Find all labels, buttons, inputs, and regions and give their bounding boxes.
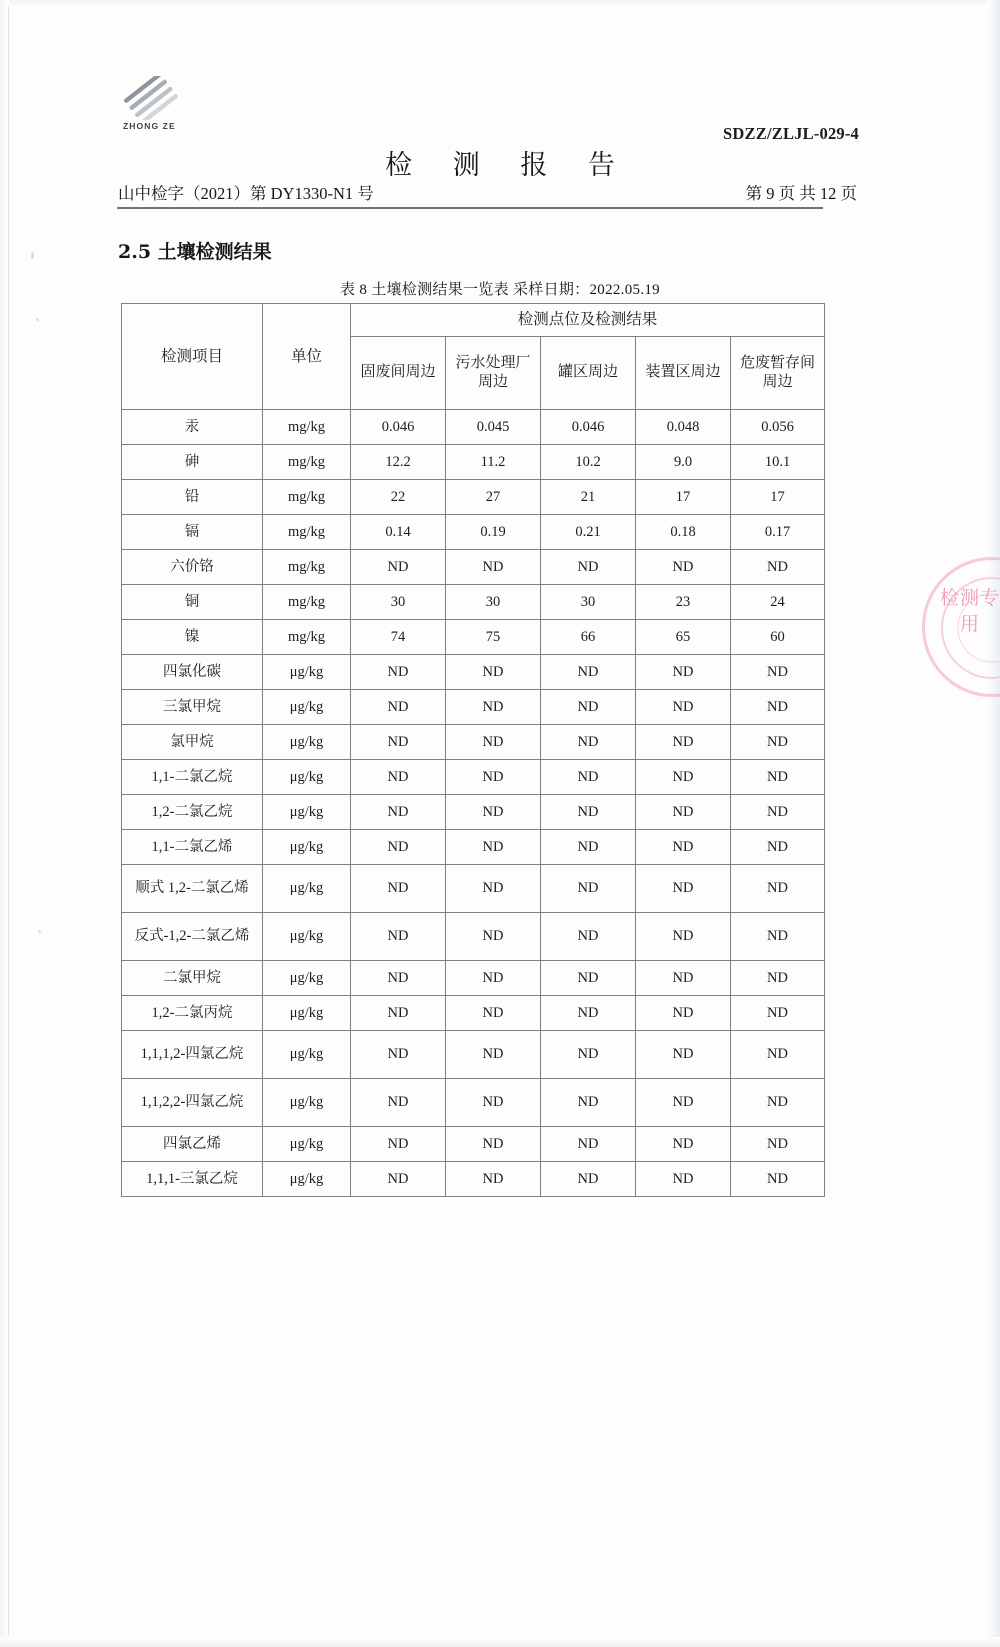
cell-item: 汞 bbox=[122, 410, 263, 445]
cell-value: ND bbox=[636, 1127, 731, 1162]
table-row bbox=[122, 1079, 825, 1127]
cell-value: ND bbox=[731, 830, 825, 865]
cell-value: 0.14 bbox=[351, 515, 446, 550]
page-edge-right bbox=[986, 0, 1000, 1647]
table-row bbox=[122, 795, 825, 830]
zhongze-logo bbox=[120, 76, 190, 138]
table-row bbox=[122, 760, 825, 795]
cell-value: 11.2 bbox=[446, 445, 541, 480]
cell-unit: mg/kg bbox=[263, 410, 351, 445]
header-point-1: 污水处理厂周边 bbox=[446, 337, 541, 410]
header-item: 检测项目 bbox=[122, 304, 263, 410]
cell-value: ND bbox=[636, 795, 731, 830]
table-row bbox=[122, 1031, 825, 1079]
logo-stripes-icon bbox=[124, 76, 180, 120]
cell-value: ND bbox=[541, 830, 636, 865]
table-row bbox=[122, 913, 825, 961]
cell-unit: mg/kg bbox=[263, 480, 351, 515]
cell-value: 65 bbox=[636, 620, 731, 655]
table-row bbox=[122, 865, 825, 913]
section-title: 2.5 土壤检测结果 bbox=[118, 241, 272, 263]
cell-item: 二氯甲烷 bbox=[122, 961, 263, 996]
cell-value: ND bbox=[636, 655, 731, 690]
cell-value: ND bbox=[351, 690, 446, 725]
cell-unit: μg/kg bbox=[263, 760, 351, 795]
logo-wordmark: ZHONG ZE bbox=[123, 121, 176, 131]
cell-value: ND bbox=[541, 1162, 636, 1197]
cell-value: ND bbox=[541, 865, 636, 913]
cell-value: ND bbox=[351, 1127, 446, 1162]
cell-item: 氯甲烷 bbox=[122, 725, 263, 760]
cell-value: ND bbox=[731, 795, 825, 830]
cell-unit: μg/kg bbox=[263, 913, 351, 961]
cell-value: ND bbox=[541, 1127, 636, 1162]
cell-value: ND bbox=[636, 1079, 731, 1127]
table-row bbox=[122, 550, 825, 585]
cell-item: 1,1,1,2-四氯乙烷 bbox=[122, 1031, 263, 1079]
cell-value: ND bbox=[351, 795, 446, 830]
cell-value: ND bbox=[731, 961, 825, 996]
cell-value: ND bbox=[636, 1162, 731, 1197]
cell-value: ND bbox=[351, 865, 446, 913]
cell-value: ND bbox=[731, 550, 825, 585]
cell-value: ND bbox=[731, 690, 825, 725]
cell-item: 1,1,2,2-四氯乙烷 bbox=[122, 1079, 263, 1127]
cell-unit: μg/kg bbox=[263, 961, 351, 996]
table-body bbox=[122, 410, 825, 1197]
cell-item: 六价铬 bbox=[122, 550, 263, 585]
cell-value: ND bbox=[446, 1162, 541, 1197]
cell-value: ND bbox=[636, 961, 731, 996]
cell-value: 30 bbox=[446, 585, 541, 620]
table-row bbox=[122, 1127, 825, 1162]
cell-unit: μg/kg bbox=[263, 725, 351, 760]
cell-value: 30 bbox=[351, 585, 446, 620]
cell-item: 四氯化碳 bbox=[122, 655, 263, 690]
cell-value: ND bbox=[731, 1079, 825, 1127]
cell-value: ND bbox=[731, 1162, 825, 1197]
cell-value: ND bbox=[351, 1162, 446, 1197]
cell-value: ND bbox=[351, 550, 446, 585]
cell-value: ND bbox=[446, 690, 541, 725]
cell-value: ND bbox=[351, 725, 446, 760]
table-row bbox=[122, 585, 825, 620]
cell-value: ND bbox=[731, 996, 825, 1031]
header-point-3: 装置区周边 bbox=[636, 337, 731, 410]
cell-value: 0.18 bbox=[636, 515, 731, 550]
table-row bbox=[122, 515, 825, 550]
cell-value: ND bbox=[446, 1127, 541, 1162]
cell-unit: μg/kg bbox=[263, 1079, 351, 1127]
cell-value: 27 bbox=[446, 480, 541, 515]
cell-value: ND bbox=[636, 690, 731, 725]
report-number: 山中检字（2021）第 DY1330-N1 号 bbox=[118, 184, 374, 203]
cell-value: ND bbox=[351, 1031, 446, 1079]
cell-value: ND bbox=[351, 760, 446, 795]
cell-value: ND bbox=[731, 913, 825, 961]
cell-value: ND bbox=[541, 795, 636, 830]
table-header-row-1 bbox=[122, 304, 825, 337]
cell-value: ND bbox=[446, 865, 541, 913]
cell-value: ND bbox=[446, 996, 541, 1031]
cell-value: 0.19 bbox=[446, 515, 541, 550]
cell-value: ND bbox=[731, 1031, 825, 1079]
cell-value: ND bbox=[541, 690, 636, 725]
cell-value: 17 bbox=[636, 480, 731, 515]
cell-unit: μg/kg bbox=[263, 1127, 351, 1162]
cell-value: ND bbox=[636, 725, 731, 760]
cell-value: ND bbox=[446, 725, 541, 760]
cell-value: ND bbox=[351, 961, 446, 996]
scan-speck bbox=[31, 252, 34, 259]
cell-unit: mg/kg bbox=[263, 515, 351, 550]
page-edge-left-line bbox=[8, 6, 9, 1636]
cell-value: 10.1 bbox=[731, 445, 825, 480]
cell-unit: μg/kg bbox=[263, 655, 351, 690]
cell-value: 0.045 bbox=[446, 410, 541, 445]
cell-value: ND bbox=[351, 913, 446, 961]
cell-value: 9.0 bbox=[636, 445, 731, 480]
header-group-points: 检测点位及检测结果 bbox=[351, 304, 825, 337]
cell-value: 0.21 bbox=[541, 515, 636, 550]
cell-value: ND bbox=[541, 1079, 636, 1127]
cell-value: ND bbox=[731, 865, 825, 913]
cell-value: ND bbox=[636, 760, 731, 795]
cell-value: 24 bbox=[731, 585, 825, 620]
table-row bbox=[122, 1162, 825, 1197]
cell-value: ND bbox=[541, 760, 636, 795]
cell-value: 10.2 bbox=[541, 445, 636, 480]
cell-value: ND bbox=[541, 961, 636, 996]
table-row bbox=[122, 830, 825, 865]
cell-value: ND bbox=[636, 913, 731, 961]
cell-item: 铜 bbox=[122, 585, 263, 620]
cell-value: ND bbox=[636, 996, 731, 1031]
cell-value: ND bbox=[541, 655, 636, 690]
cell-value: ND bbox=[541, 550, 636, 585]
page-edge-bottom bbox=[0, 1637, 1000, 1647]
cell-value: ND bbox=[446, 795, 541, 830]
table-row bbox=[122, 961, 825, 996]
cell-unit: μg/kg bbox=[263, 996, 351, 1031]
header-point-4: 危废暂存间周边 bbox=[731, 337, 825, 410]
soil-results-table bbox=[121, 303, 825, 1197]
cell-value: ND bbox=[446, 830, 541, 865]
scan-speck bbox=[38, 930, 41, 933]
cell-item: 顺式 1,2-二氯乙烯 bbox=[122, 865, 263, 913]
scan-speck bbox=[36, 318, 39, 321]
cell-value: 23 bbox=[636, 585, 731, 620]
cell-value: ND bbox=[351, 655, 446, 690]
cell-item: 镍 bbox=[122, 620, 263, 655]
cell-value: 0.046 bbox=[351, 410, 446, 445]
table-row bbox=[122, 996, 825, 1031]
cell-value: 12.2 bbox=[351, 445, 446, 480]
cell-value: ND bbox=[636, 1031, 731, 1079]
cell-value: 74 bbox=[351, 620, 446, 655]
cell-value: ND bbox=[541, 996, 636, 1031]
cell-value: 0.046 bbox=[541, 410, 636, 445]
cell-item: 镉 bbox=[122, 515, 263, 550]
cell-value: 75 bbox=[446, 620, 541, 655]
table-row bbox=[122, 445, 825, 480]
logo-stripes-svg bbox=[124, 76, 180, 120]
page-edge-top bbox=[0, 0, 1000, 8]
cell-value: 21 bbox=[541, 480, 636, 515]
cell-value: ND bbox=[351, 1079, 446, 1127]
cell-unit: μg/kg bbox=[263, 795, 351, 830]
table-head bbox=[122, 304, 825, 410]
table-row bbox=[122, 690, 825, 725]
cell-unit: μg/kg bbox=[263, 865, 351, 913]
page-number: 第 9 页 共 12 页 bbox=[745, 184, 857, 203]
cell-value: ND bbox=[731, 1127, 825, 1162]
header-point-0: 固废间周边 bbox=[351, 337, 446, 410]
header-point-2: 罐区周边 bbox=[541, 337, 636, 410]
cell-value: ND bbox=[446, 655, 541, 690]
cell-value: 66 bbox=[541, 620, 636, 655]
cell-value: ND bbox=[541, 1031, 636, 1079]
report-title: 检 测 报 告 bbox=[385, 150, 631, 181]
cell-value: ND bbox=[446, 1031, 541, 1079]
cell-value: ND bbox=[636, 550, 731, 585]
cell-value: ND bbox=[351, 830, 446, 865]
cell-value: ND bbox=[446, 550, 541, 585]
cell-value: ND bbox=[541, 725, 636, 760]
cell-value: 17 bbox=[731, 480, 825, 515]
document-code: SDZZ/ZLJL-029-4 bbox=[723, 124, 859, 143]
header-divider bbox=[117, 207, 823, 209]
cell-value: ND bbox=[446, 760, 541, 795]
cell-unit: μg/kg bbox=[263, 830, 351, 865]
cell-item: 三氯甲烷 bbox=[122, 690, 263, 725]
cell-item: 反式-1,2-二氯乙烯 bbox=[122, 913, 263, 961]
cell-item: 四氯乙烯 bbox=[122, 1127, 263, 1162]
stamp-text: 检测专用 bbox=[940, 587, 1000, 635]
cell-value: ND bbox=[636, 865, 731, 913]
table-row bbox=[122, 480, 825, 515]
cell-value: 0.17 bbox=[731, 515, 825, 550]
cell-value: ND bbox=[446, 1079, 541, 1127]
cell-item: 铅 bbox=[122, 480, 263, 515]
table-row bbox=[122, 410, 825, 445]
table-row bbox=[122, 655, 825, 690]
cell-value: 0.056 bbox=[731, 410, 825, 445]
cell-unit: μg/kg bbox=[263, 1031, 351, 1079]
cell-value: 60 bbox=[731, 620, 825, 655]
cell-value: ND bbox=[731, 725, 825, 760]
cell-value: ND bbox=[636, 830, 731, 865]
cell-item: 1,1-二氯乙烯 bbox=[122, 830, 263, 865]
cell-unit: mg/kg bbox=[263, 620, 351, 655]
cell-item: 1,1-二氯乙烷 bbox=[122, 760, 263, 795]
cell-unit: μg/kg bbox=[263, 690, 351, 725]
table-caption: 表 8 土壤检测结果一览表 采样日期：2022.05.19 bbox=[340, 282, 660, 298]
cell-value: ND bbox=[731, 760, 825, 795]
table-row bbox=[122, 725, 825, 760]
cell-value: 30 bbox=[541, 585, 636, 620]
cell-value: ND bbox=[351, 996, 446, 1031]
cell-unit: mg/kg bbox=[263, 445, 351, 480]
cell-unit: μg/kg bbox=[263, 1162, 351, 1197]
cell-value: 0.048 bbox=[636, 410, 731, 445]
cell-item: 1,1,1-三氯乙烷 bbox=[122, 1162, 263, 1197]
cell-item: 1,2-二氯丙烷 bbox=[122, 996, 263, 1031]
cell-value: ND bbox=[446, 913, 541, 961]
table-row bbox=[122, 620, 825, 655]
cell-value: ND bbox=[446, 961, 541, 996]
cell-item: 1,2-二氯乙烷 bbox=[122, 795, 263, 830]
cell-unit: mg/kg bbox=[263, 550, 351, 585]
cell-value: ND bbox=[731, 655, 825, 690]
cell-item: 砷 bbox=[122, 445, 263, 480]
cell-value: 22 bbox=[351, 480, 446, 515]
header-unit: 单位 bbox=[263, 304, 351, 410]
cell-value: ND bbox=[541, 913, 636, 961]
cell-unit: mg/kg bbox=[263, 585, 351, 620]
